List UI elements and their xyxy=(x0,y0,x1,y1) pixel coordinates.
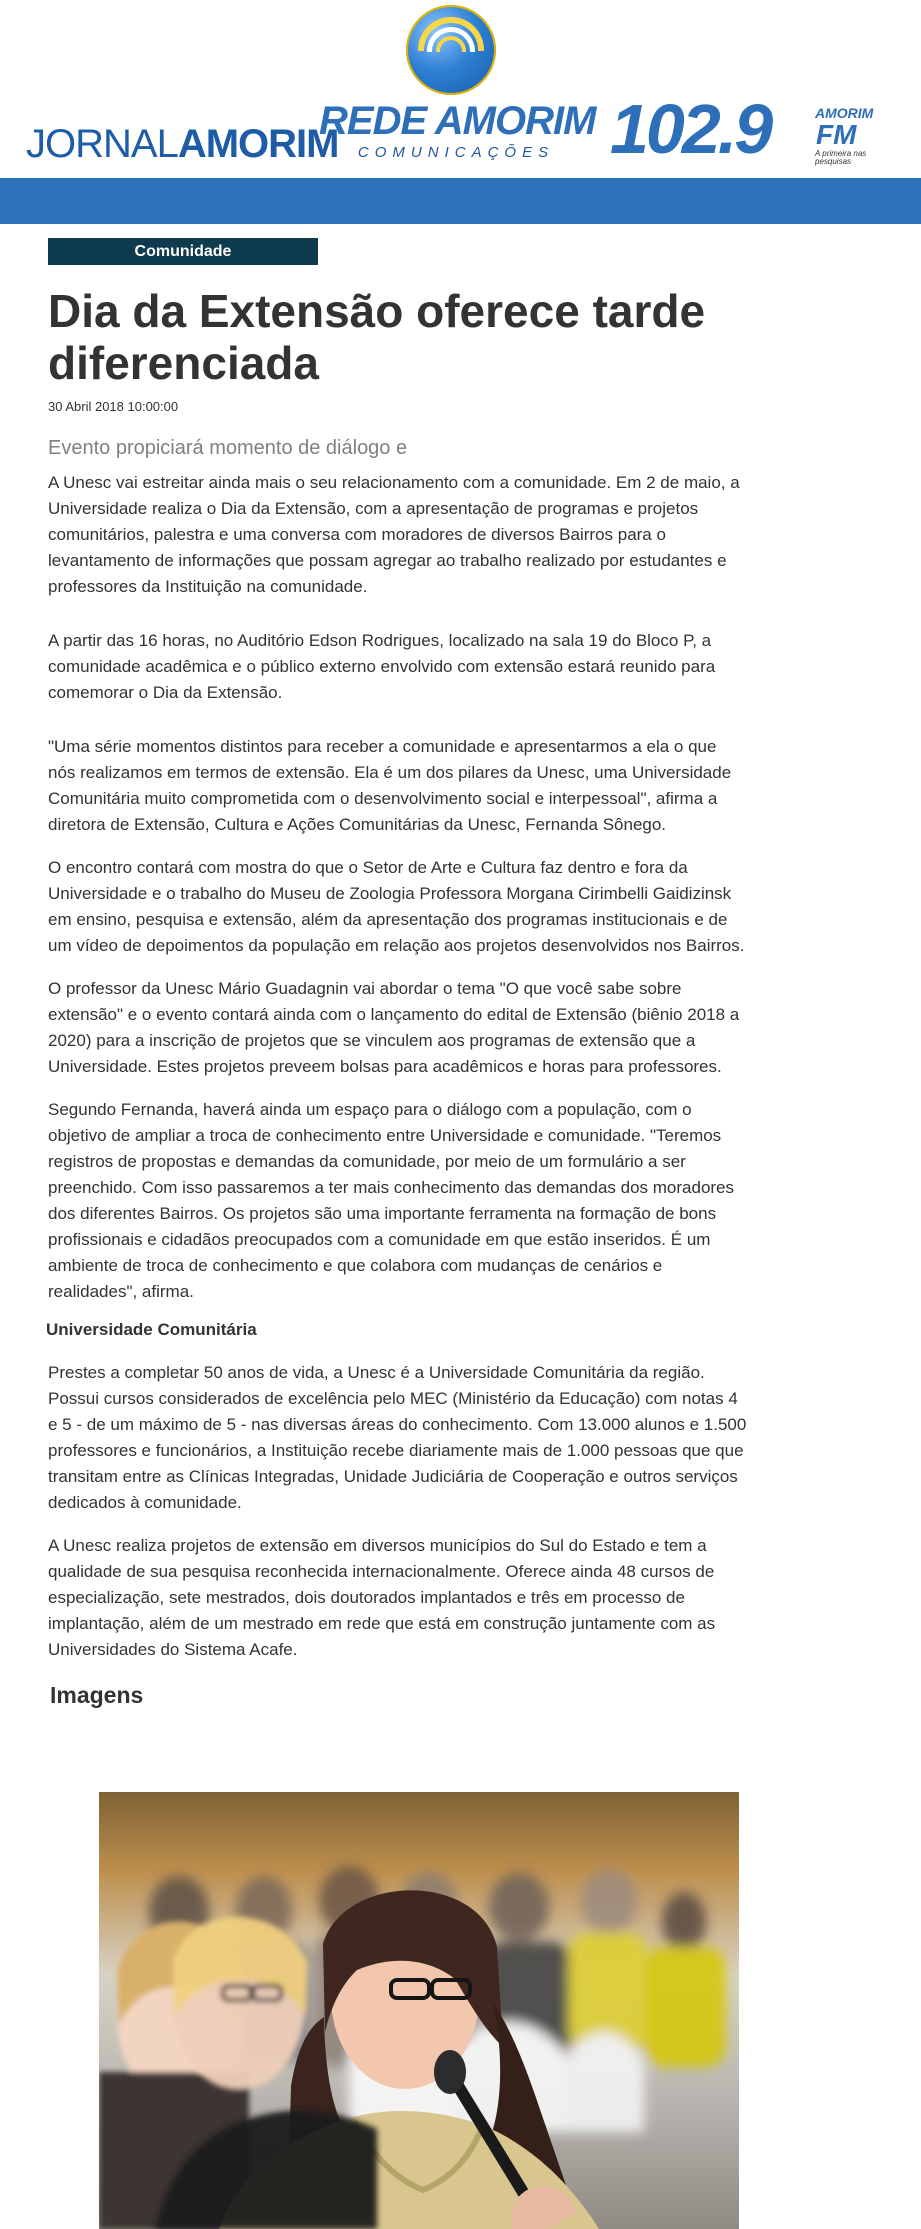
article-paragraph: A Unesc realiza projetos de extensão em diversos municípios do Sul do Estado e tem a qualidade de sua pesquisa reconhecida internacionalmente. Oferece ainda 48 cursos de especialização, sete mestrados, dois doutorados implantados e três em processo de implantação, além de um mestrado em rede que está em construção juntamente com as Universidades do Sistema Acafe. xyxy=(48,1536,716,1659)
article-photo xyxy=(99,1792,739,2229)
site-header xyxy=(0,0,921,178)
article-paragraph: "Uma série momentos distintos para receber a comunidade e apresentarmos a ela o que nós realizamos em termos de extensão. Ela é um dos pilares da Unesc, uma Universidade Comunitária muito comprometida com o desenvolvimento social e interpessoal", afirma a diretora de Extensão, Cultura e Ações Comunitárias da Unesc, Fernanda Sônego. xyxy=(48,737,732,834)
jornal-logo-prefix: JORNAL xyxy=(26,122,178,166)
header-color-band xyxy=(0,178,921,224)
rede-amorim-title: REDE AMORIM xyxy=(319,99,596,143)
article-content xyxy=(48,238,748,1720)
article-headline: Dia da Extensão oferece tarde diferenciada xyxy=(48,285,706,389)
article-paragraph: Segundo Fernanda, haverá ainda um espaço para o diálogo com a população, com o objetivo de ampliar a troca de conhecimento entre Universidade e comunidade. "Teremos registros de propostas e demandas da comunidade, por meio de um formulário a ser preenchido. Com isso passaremos a ter mais conhecimento das demandas dos moradores dos diferentes Bairros. Os projetos são uma importante ferramenta na formação de bons profissionais e cidadãos preocupados com a comunidade em que estão inseridos. É um ambiente de troca de conhecimento e que colabora com mudanças de cenários e realidades", afirma. xyxy=(48,1100,735,1301)
fm-frequency: 102.9 xyxy=(610,90,771,168)
fm-brand: AMORIM xyxy=(815,105,874,121)
article-paragraph: O encontro contará com mostra do que o Setor de Arte e Cultura faz dentro e fora da Universidade e o trabalho do Museu de Zoologia Professora Morgana Cirimbelli Gaidizinsk em ensino, pesquisa e extensão, além da apresentação dos programas institucionais e de um vídeo de depoimentos da população em relação aos projetos desenvolvidos nos Bairros. xyxy=(48,858,745,955)
article-paragraph: A partir das 16 horas, no Auditório Edson Rodrigues, localizado na sala 19 do Bloco P, a comunidade acadêmica e o público externo envolvido com extensão estará reunido para comemorar o Dia da Extensão. xyxy=(48,631,716,702)
fm-tagline: A primeira nas pesquisas xyxy=(815,149,867,166)
section-heading: Universidade Comunitária xyxy=(46,1320,257,1339)
article-paragraph: O professor da Unesc Mário Guadagnin vai abordar o tema "O que você sabe sobre extensão" e o evento contará ainda com o lançamento do edital de Extensão (biênio 2018 a 2020) para a inscrição de projetos que se vinculem aos programas de extensão que a Universidade. Estes projetos preveem bolsas para acadêmicos e horas para professores. xyxy=(48,979,740,1076)
amorim-fm-logo[interactable] xyxy=(610,90,890,170)
broadcast-emblem-icon xyxy=(406,5,496,95)
article-paragraph: Prestes a completar 50 anos de vida, a Unesc é a Universidade Comunitária da região. Possui cursos considerados de excelência pelo MEC (Ministério da Educação) com notas 4 e 5 - de um máximo de 5 - nas diversas áreas do conhecimento. Com 13.000 alunos e 1.500 professores e funcionários, a Instituição recebe diariamente mais de 1.000 pessoas que que transitam entre as Clínicas Integradas, Unidade Judiciária de Cooperação e outros serviços dedicados à comunidade. xyxy=(48,1363,747,1512)
article-body xyxy=(48,470,748,1710)
jornal-amorim-logo[interactable] xyxy=(26,124,338,164)
article-subtitle: Evento propiciará momento de diálogo e xyxy=(48,437,408,459)
event-photo-illustration xyxy=(99,1792,739,2229)
jornal-logo-name: AMORIM xyxy=(177,122,339,166)
article-date: 30 Abril 2018 10:00:00 xyxy=(48,399,179,414)
rede-amorim-logo[interactable] xyxy=(310,0,610,178)
images-title: Imagens xyxy=(50,1682,144,1708)
article-paragraph: A Unesc vai estreitar ainda mais o seu relacionamento com a comunidade. Em 2 de maio, a Universidade realiza o Dia da Extensão, com a apresentação de programas e projetos comunitários, palestra e uma conversa com moradores de diversos Bairros para o levantamento de informações que possam agregar ao trabalho realizado por estudantes e professores da Instituição na comunidade. xyxy=(48,473,740,596)
section-badge[interactable]: Comunidade xyxy=(48,238,318,265)
fm-label: FM xyxy=(816,119,857,150)
rede-amorim-subtitle: COMUNICAÇÕES xyxy=(357,144,555,161)
